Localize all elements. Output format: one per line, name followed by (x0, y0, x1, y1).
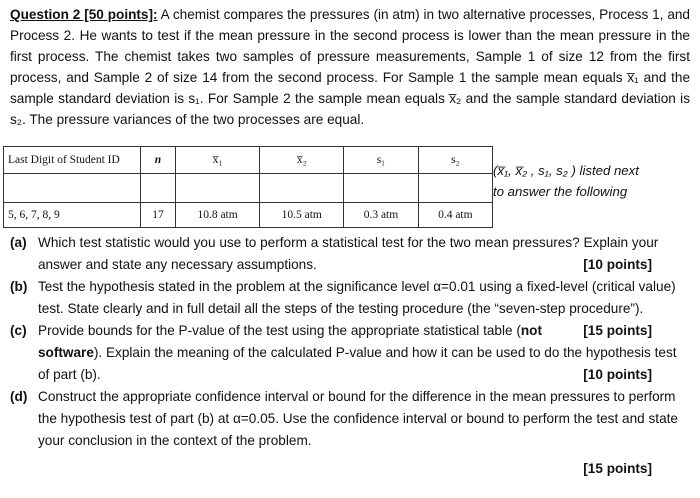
part-a-text: Which test statistic would you use to perform a statistical test for the two mean pressures? Explain your answer and state any necessary assumptions. (38, 235, 659, 272)
part-b-label: (b) (10, 279, 28, 294)
part-c-text-bold: not software (38, 323, 542, 360)
header-s2: s₂ (418, 147, 492, 174)
cell-s1: 0.3 atm (344, 203, 418, 228)
side-note-line-2: to answer the following (493, 184, 628, 199)
part-c-text-a: Provide bounds for the P-value of the test using the appropriate statistical table ( (38, 323, 521, 338)
side-note-line-1: (x̅₁, x̅₂ , s₁, s₂ ) listed next (493, 163, 639, 178)
cell-n: 17 (141, 203, 176, 228)
table-gap-row (4, 174, 493, 203)
part-b-text: Test the hypothesis stated in the problem at the significance level α=0.01 using a fixed-level (critical value) test. State clearly and in full detail all the steps of the testing procedure (the “seven-step procedure”). (38, 279, 676, 316)
part-b-points: [15 points] (583, 323, 652, 338)
header-xbar1: x̅₁ (176, 147, 260, 174)
header-n: n (141, 147, 176, 174)
part-c-text-b: ). Explain the meaning of the calculated P-value and how it can be used to do the hypothesis test of part (b). (38, 345, 677, 382)
part-d (10, 386, 690, 476)
part-d-label: (d) (10, 389, 28, 404)
cell-xbar2: 10.5 atm (260, 203, 344, 228)
part-c-label: (c) (10, 323, 27, 338)
question-heading: Question 2 [50 points]: (10, 7, 158, 22)
header-s1: s₁ (344, 147, 418, 174)
part-d-text: Construct the appropriate confidence interval or bound for the difference in the mean pressures to perform the hypothesis test of part (b) at α=0.05. Use the confidence interval or bound to perform the test and state your conclusion in the context of the problem. (38, 389, 678, 448)
part-c-points: [10 points] (583, 367, 652, 382)
cell-s2: 0.4 atm (418, 203, 492, 228)
intro-text-1: A chemist compares the pressures (in atm) in two alternative processes, Process 1, and Process 2. He wants to test if the mean pressure in the second process is lower than the mean pressure in the first process. The chemist takes two samples of pressure measurements, Sample 1 of size 12 from the first process, and Sample 2 of size 14 from the second process. For Sample 1 the sample mean equals (10, 7, 690, 85)
header-last-digit: Last Digit of Student ID (4, 147, 141, 174)
part-a-label: (a) (10, 235, 27, 250)
part-a-points: [10 points] (583, 257, 652, 272)
part-a (10, 232, 690, 276)
part-d-points: [15 points] (583, 461, 652, 476)
table-header-row (4, 147, 493, 174)
question-parts (10, 232, 690, 480)
part-c (10, 320, 690, 386)
xbar2-symbol: x̅₂ (449, 91, 462, 106)
header-xbar2: x̅₂ (260, 147, 344, 174)
data-table (3, 146, 493, 228)
cell-xbar1: 10.8 atm (176, 203, 260, 228)
intro-text-2: and the sample standard deviation is s₁. For Sample 2 the sample mean equals (10, 70, 691, 106)
xbar1-symbol: x̅₁ (627, 70, 639, 85)
cell-last-digit: 5, 6, 7, 8, 9 (4, 203, 141, 228)
data-table-container (3, 146, 493, 230)
question-intro (10, 4, 690, 130)
table-side-note (493, 160, 693, 202)
table-row (4, 203, 493, 228)
intro-text-3: and the sample standard deviation is s₂. The pressure variances of the two processes are equal. (10, 91, 690, 127)
